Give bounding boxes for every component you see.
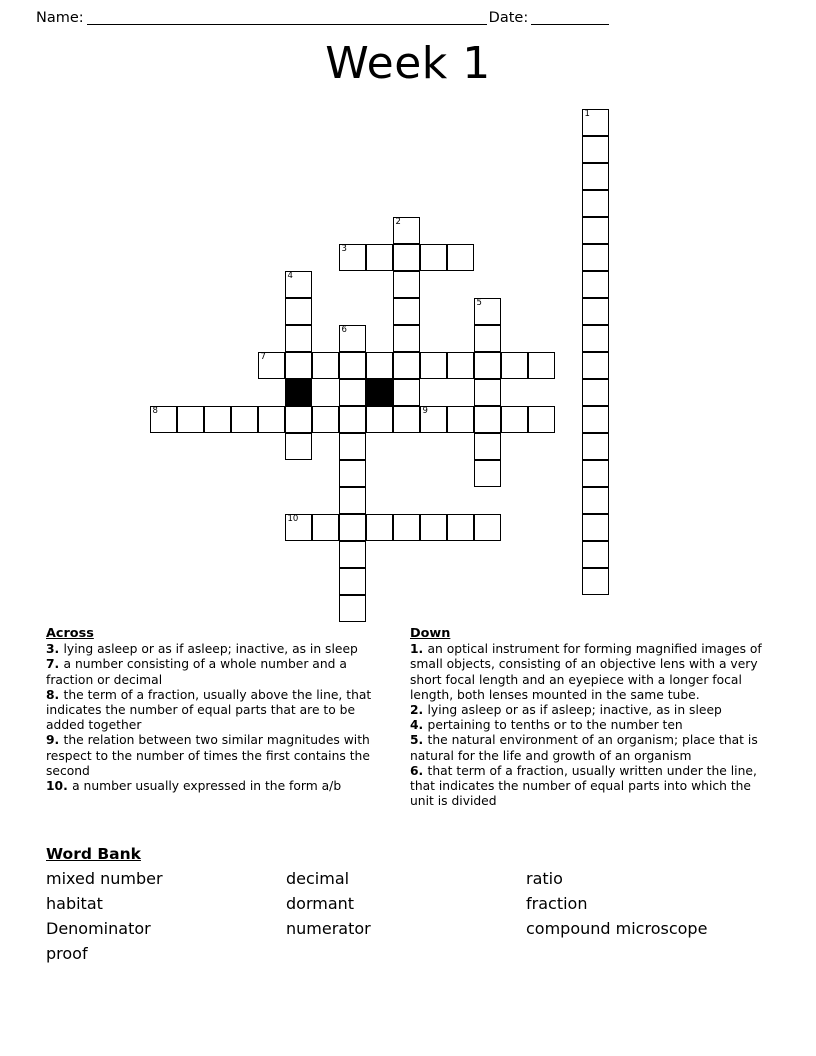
grid-cell[interactable] [420, 514, 447, 541]
clue-text: that term of a fraction, usually written under the line, that indicates the number of equal parts into which the unit is divided [410, 763, 757, 809]
grid-cell[interactable] [582, 136, 609, 163]
down-clue-list [410, 642, 765, 809]
word-bank-item: decimal [286, 869, 350, 888]
down-clues [410, 626, 765, 809]
cell-number: 4 [287, 270, 293, 281]
grid-cell[interactable] [474, 352, 501, 379]
grid-cell[interactable] [474, 514, 501, 541]
grid-cell[interactable] [231, 406, 258, 433]
grid-cell[interactable] [582, 433, 609, 460]
across-clue-list [46, 642, 391, 794]
grid-cell[interactable] [366, 352, 393, 379]
grid-cell[interactable] [393, 298, 420, 325]
grid-cell[interactable] [474, 406, 501, 433]
grid-cell[interactable] [150, 406, 177, 433]
grid-block-cell [366, 379, 393, 406]
clue-number: 8. [46, 687, 64, 702]
grid-cell[interactable] [393, 514, 420, 541]
clue-text: the natural environment of an organism; place that is natural for the life and growth of an organism [410, 733, 758, 763]
word-bank-item: ratio [526, 869, 563, 888]
clue-number: 3. [46, 642, 64, 657]
across-clue-10 [46, 779, 391, 794]
down-clue-4 [410, 718, 765, 733]
grid-cell[interactable] [285, 298, 312, 325]
page-title: Week 1 [325, 38, 491, 89]
grid-cell[interactable] [285, 325, 312, 352]
grid-block-cell [285, 379, 312, 406]
grid-cell[interactable] [474, 379, 501, 406]
grid-cell[interactable] [366, 244, 393, 271]
cell-number: 9 [422, 405, 428, 416]
grid-cell[interactable] [582, 406, 609, 433]
clue-number: 6. [410, 763, 428, 778]
date-label: Date: [488, 10, 529, 26]
word-bank-item: habitat [46, 894, 103, 913]
cell-number: 6 [341, 324, 347, 335]
grid-cell[interactable] [393, 406, 420, 433]
grid-cell[interactable] [339, 541, 366, 568]
grid-cell[interactable] [393, 379, 420, 406]
down-clue-2 [410, 703, 765, 718]
word-bank-item: numerator [286, 919, 371, 938]
clue-text: pertaining to tenths or to the number ten [427, 718, 683, 733]
across-clue-8 [46, 688, 391, 734]
grid-cell[interactable] [501, 406, 528, 433]
grid-cell[interactable] [339, 406, 366, 433]
grid-cell[interactable] [312, 406, 339, 433]
cell-number: 8 [152, 405, 158, 416]
grid-cell[interactable] [393, 352, 420, 379]
grid-cell[interactable] [285, 433, 312, 460]
grid-cell[interactable] [582, 109, 609, 136]
grid-cell[interactable] [582, 163, 609, 190]
word-bank-item: compound microscope [526, 919, 708, 938]
clue-text: a number usually expressed in the form a/b [72, 779, 342, 794]
grid-cell[interactable] [339, 595, 366, 622]
word-bank-heading: Word Bank [46, 845, 141, 863]
clue-number: 2. [410, 703, 428, 718]
word-bank-grid [46, 868, 776, 965]
grid-cell[interactable] [474, 460, 501, 487]
clues-section [0, 626, 816, 836]
clue-text: lying asleep or as if asleep; inactive, as in sleep [63, 642, 358, 657]
across-clue-9 [46, 733, 391, 779]
across-clue-3 [46, 642, 391, 657]
grid-cell[interactable] [582, 244, 609, 271]
grid-cell[interactable] [582, 325, 609, 352]
grid-cell[interactable] [582, 190, 609, 217]
grid-cell[interactable] [339, 244, 366, 271]
cell-number: 1 [584, 108, 590, 119]
word-bank [46, 845, 776, 965]
down-clue-5 [410, 733, 765, 763]
word-bank-item: dormant [286, 894, 355, 913]
word-bank-item: proof [46, 944, 88, 963]
grid-cell[interactable] [474, 433, 501, 460]
grid-cell[interactable] [474, 325, 501, 352]
grid-cell[interactable] [285, 406, 312, 433]
grid-cell[interactable] [447, 514, 474, 541]
across-heading: Across [46, 626, 94, 641]
grid-cell[interactable] [528, 406, 555, 433]
down-clue-1 [410, 642, 765, 703]
grid-cell[interactable] [582, 298, 609, 325]
grid-cell[interactable] [582, 352, 609, 379]
grid-cell[interactable] [339, 568, 366, 595]
grid-cell[interactable] [177, 406, 204, 433]
clue-number: 7. [46, 657, 64, 672]
grid-cell[interactable] [582, 379, 609, 406]
grid-cell[interactable] [393, 325, 420, 352]
clue-number: 9. [46, 733, 64, 748]
word-bank-item: Denominator [46, 919, 151, 938]
grid-cell[interactable] [582, 541, 609, 568]
grid-cell[interactable] [501, 352, 528, 379]
cell-number: 10 [287, 513, 299, 524]
grid-cell[interactable] [204, 406, 231, 433]
grid-cell[interactable] [366, 406, 393, 433]
down-clue-6 [410, 764, 765, 810]
grid-cell[interactable] [258, 352, 285, 379]
clue-text: a number consisting of a whole number and a fraction or decimal [46, 657, 347, 687]
grid-cell[interactable] [393, 271, 420, 298]
across-clues [46, 626, 391, 794]
word-bank-item: fraction [526, 894, 588, 913]
clue-number: 4. [410, 718, 428, 733]
down-heading: Down [410, 626, 451, 641]
cell-number: 5 [476, 297, 482, 308]
grid-cell[interactable] [339, 487, 366, 514]
clue-text: lying asleep or as if asleep; inactive, as in sleep [427, 703, 722, 718]
grid-cell[interactable] [339, 379, 366, 406]
grid-cell[interactable] [312, 352, 339, 379]
grid-cell[interactable] [582, 568, 609, 595]
grid-cell[interactable] [582, 460, 609, 487]
clue-number: 1. [410, 642, 428, 657]
grid-cell[interactable] [582, 271, 609, 298]
grid-cell[interactable] [582, 514, 609, 541]
grid-cell[interactable] [285, 271, 312, 298]
grid-cell[interactable] [339, 460, 366, 487]
clue-text: the relation between two similar magnitudes with respect to the number of times the first contains the second [46, 733, 370, 778]
grid-cell[interactable] [582, 487, 609, 514]
grid-cell[interactable] [339, 352, 366, 379]
grid-cell[interactable] [339, 514, 366, 541]
grid-cell[interactable] [582, 217, 609, 244]
grid-cell[interactable] [339, 433, 366, 460]
grid-cell[interactable] [447, 244, 474, 271]
grid-cell[interactable] [393, 244, 420, 271]
grid-cell[interactable] [393, 217, 420, 244]
cell-number: 2 [395, 216, 401, 227]
grid-cell[interactable] [285, 352, 312, 379]
grid-cell[interactable] [528, 352, 555, 379]
grid-cell[interactable] [312, 514, 339, 541]
word-bank-item: mixed number [46, 869, 163, 888]
grid-cell[interactable] [420, 244, 447, 271]
grid-cell[interactable] [285, 514, 312, 541]
clue-text: an optical instrument for forming magnified images of small objects, consisting of an objective lens with a very short focal length and an eyepiece with a longer focal length, both lenses mounted in the same tube. [410, 642, 762, 702]
grid-cell[interactable] [366, 514, 393, 541]
grid-cell[interactable] [258, 406, 285, 433]
grid-cell[interactable] [474, 298, 501, 325]
cell-number: 3 [341, 243, 347, 254]
name-label: Name: [36, 10, 84, 26]
across-clue-7 [46, 657, 391, 687]
grid-cell[interactable] [447, 406, 474, 433]
clue-number: 10. [46, 779, 73, 794]
grid-cell[interactable] [339, 325, 366, 352]
grid-cell[interactable] [447, 352, 474, 379]
cell-number: 7 [260, 351, 266, 362]
grid-cell[interactable] [420, 406, 447, 433]
grid-cell[interactable] [420, 352, 447, 379]
clue-text: the term of a fraction, usually above the line, that indicates the number of equal parts that are to be added together [46, 687, 372, 733]
clue-number: 5. [410, 733, 428, 748]
